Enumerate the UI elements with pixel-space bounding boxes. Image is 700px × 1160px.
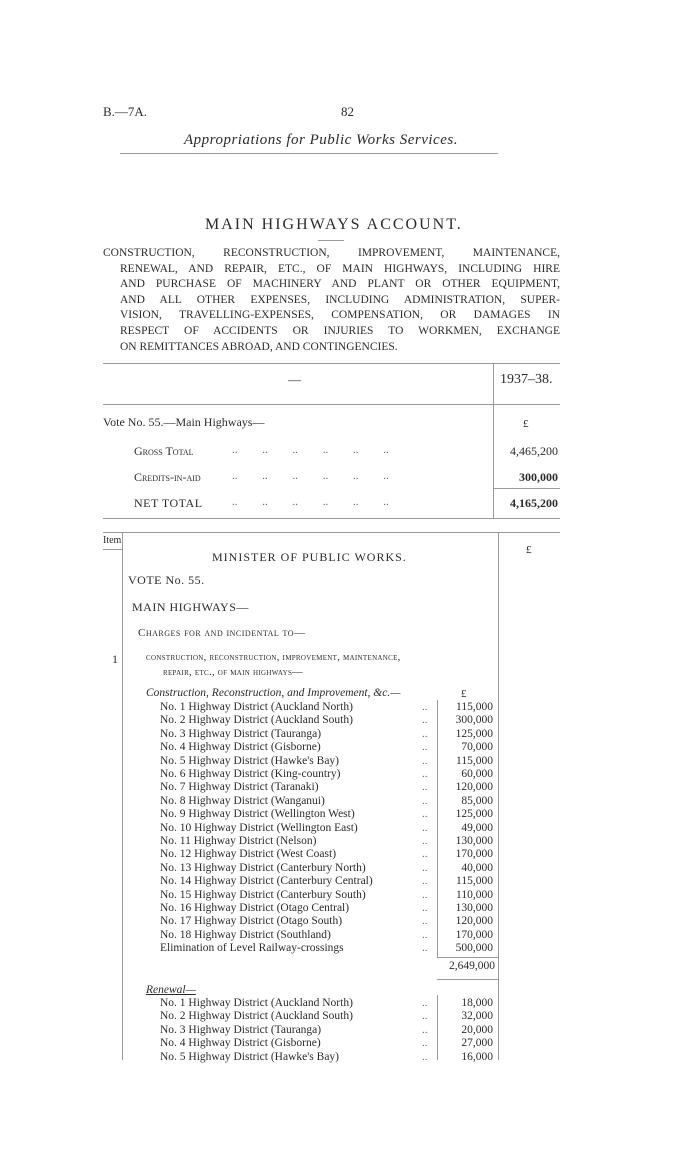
district-label: No. 18 Highway District (Southland) (160, 928, 331, 941)
header-rule (120, 153, 498, 154)
leader-dots: .. (422, 888, 428, 901)
item-column-rule (122, 532, 123, 1060)
district-label: No. 3 Highway District (Tauranga) (160, 727, 322, 740)
district-label: Elimination of Level Railway-crossings (160, 942, 344, 955)
detail-currency: £ (526, 544, 532, 556)
district-amount: 18,000 (461, 997, 493, 1009)
summary-mid-rule (103, 404, 560, 405)
construction-total-rule (437, 979, 498, 980)
district-label: No. 3 Highway District (Tauranga) (160, 1023, 322, 1036)
vote-heading: VOTE No. 55. (128, 573, 205, 587)
district-label: No. 5 Highway District (Hawke's Bay) (160, 754, 340, 767)
district-amount: 120,000 (455, 915, 493, 928)
leader-dots: .. (422, 781, 428, 794)
leader-dots: .. (422, 928, 428, 941)
district-amount: 115,000 (456, 875, 493, 888)
leader-dots: .. .. .. .. .. .. (232, 444, 389, 456)
charges-heading: Charges for and incidental to— (138, 627, 306, 639)
leader-dots: .. .. .. .. .. .. (232, 470, 389, 482)
construction-currency: £ (461, 688, 467, 700)
district-label: No. 11 Highway District (Nelson) (160, 835, 317, 847)
leader-dots: .. .. .. .. .. .. (232, 496, 389, 508)
leader-dots: .. (422, 701, 428, 713)
district-label: No. 7 Highway District (Taranaki) (160, 781, 319, 794)
credits-in-aid-value: 300,000 (519, 470, 558, 484)
leader-dots: .. (422, 1010, 428, 1023)
district-amount: 115,000 (456, 701, 493, 713)
item-description-line: repair, etc., of main highways— (163, 667, 303, 678)
description-line: AND ALL OTHER EXPENSES, INCLUDING ADMINISTRATION, SUPER- (120, 293, 560, 306)
district-amount: 70,000 (461, 741, 493, 754)
district-label: No. 2 Highway District (Auckland South) (160, 1010, 353, 1023)
district-amount: 85,000 (461, 794, 493, 807)
description-line: RESPECT OF ACCIDENTS OR INJURIES TO WORKMEN, EXCHANGE (120, 324, 560, 337)
minister-heading: MINISTER OF PUBLIC WORKS. (212, 550, 407, 564)
leader-dots: .. (422, 808, 428, 821)
district-amount: 170,000 (455, 928, 493, 941)
leader-dots: .. (422, 835, 428, 847)
vote-label: Vote No. 55.—Main Highways— (103, 415, 265, 429)
summary-column-rule (493, 363, 494, 518)
description-line: CONSTRUCTION, RECONSTRUCTION, IMPROVEMENT, MAINTENANCE, (103, 247, 560, 259)
district-amount: 49,000 (461, 821, 493, 834)
leader-dots: .. (422, 821, 428, 834)
description-line: VISION, TRAVELLING-EXPENSES, COMPENSATION, OR DAMAGES IN (120, 309, 560, 322)
summary-dash: — (288, 372, 301, 387)
district-amount: 27,000 (461, 1037, 493, 1050)
construction-subtotal-rule (437, 957, 498, 958)
gross-total-label: Gross Total (134, 444, 194, 458)
district-label: No. 4 Highway District (Gisborne) (160, 741, 321, 754)
leader-dots: .. (422, 848, 428, 861)
district-label: No. 6 Highway District (King-country) (160, 768, 341, 780)
item-number: 1 (112, 652, 118, 666)
district-amount: 125,000 (455, 727, 493, 740)
detail-top-rule (103, 532, 560, 533)
summary-year: 1937–38. (500, 372, 553, 387)
description-line: ON REMITTANCES ABROAD, AND CONTINGENCIES. (120, 340, 398, 353)
description-line: RENEWAL, AND REPAIR, ETC., OF MAIN HIGHWAYS, INCLUDING HIRE (120, 262, 560, 275)
item-header-rule (103, 549, 122, 550)
district-label: No. 16 Highway District (Otago Central) (160, 902, 350, 914)
gross-total-value: 4,465,200 (510, 444, 558, 458)
district-amount: 130,000 (455, 835, 493, 847)
construction-heading: Construction, Reconstruction, and Improvement, &c.— (146, 687, 401, 699)
leader-dots: .. (422, 942, 428, 955)
district-label: No. 8 Highway District (Wanganui) (160, 794, 325, 807)
district-amount: 32,000 (461, 1010, 493, 1023)
net-total-label: NET TOTAL (134, 496, 203, 510)
renewal-heading: Renewal— (146, 984, 196, 996)
leader-dots: .. (422, 875, 428, 888)
district-amount: 110,000 (456, 888, 493, 901)
account-title: MAIN HIGHWAYS ACCOUNT. (205, 216, 463, 233)
subtotal-rule (493, 488, 560, 489)
district-amount: 60,000 (461, 768, 493, 780)
district-label: No. 1 Highway District (Auckland North) (160, 701, 353, 713)
item-description-line: construction, reconstruction, improvement, maintenance, (146, 652, 401, 663)
item-header: Item (103, 535, 122, 546)
district-amount: 500,000 (455, 942, 493, 955)
district-label: No. 14 Highway District (Canterbury Central) (160, 875, 373, 888)
document-reference: B.—7A. (103, 104, 148, 119)
district-label: No. 9 Highway District (Wellington West) (160, 808, 355, 821)
page-number: 82 (341, 104, 354, 119)
leader-dots: .. (422, 1037, 428, 1050)
district-label: No. 5 Highway District (Hawke's Bay) (160, 1050, 340, 1063)
district-label: No. 4 Highway District (Gisborne) (160, 1037, 321, 1050)
construction-total: 2,649,000 (449, 960, 495, 972)
summary-bottom-rule (103, 518, 560, 519)
leader-dots: .. (422, 741, 428, 754)
leader-dots: .. (422, 727, 428, 740)
district-label: No. 13 Highway District (Canterbury North) (160, 861, 366, 874)
running-title: Appropriations for Public Works Services. (184, 132, 458, 148)
district-amount: 16,000 (461, 1050, 493, 1063)
district-amount: 120,000 (455, 781, 493, 794)
leader-dots: .. (422, 1023, 428, 1036)
summary-top-rule (103, 363, 560, 364)
leader-dots: .. (422, 768, 428, 780)
summary-currency: £ (523, 418, 529, 430)
district-amount: 40,000 (461, 861, 493, 874)
district-amount: 20,000 (461, 1023, 493, 1036)
district-amount: 115,000 (456, 754, 493, 767)
leader-dots: .. (422, 915, 428, 928)
title-short-rule (318, 240, 344, 241)
main-highways-heading: MAIN HIGHWAYS— (132, 600, 249, 614)
description-line: AND PURCHASE OF MACHINERY AND PLANT OR OTHER EQUIPMENT, (120, 278, 560, 291)
district-label: No. 10 Highway District (Wellington East) (160, 821, 358, 834)
net-total-value: 4,165,200 (510, 496, 558, 510)
leader-dots: .. (422, 754, 428, 767)
amount-column-rule (498, 532, 499, 1060)
district-amount: 300,000 (455, 714, 493, 727)
district-amount: 130,000 (455, 902, 493, 914)
district-label: No. 17 Highway District (Otago South) (160, 915, 343, 928)
district-label: No. 1 Highway District (Auckland North) (160, 997, 353, 1009)
district-amount: 125,000 (455, 808, 493, 821)
leader-dots: .. (422, 997, 428, 1009)
credits-in-aid-label: Credits-in-aid (134, 470, 201, 484)
leader-dots: .. (422, 902, 428, 914)
account-description (103, 246, 560, 355)
district-label: No. 12 Highway District (West Coast) (160, 848, 337, 861)
leader-dots: .. (422, 714, 428, 727)
district-label: No. 15 Highway District (Canterbury South) (160, 888, 366, 901)
leader-dots: .. (422, 1050, 428, 1063)
district-label: No. 2 Highway District (Auckland South) (160, 714, 353, 727)
leader-dots: .. (422, 794, 428, 807)
leader-dots: .. (422, 861, 428, 874)
district-amount: 170,000 (455, 848, 493, 861)
